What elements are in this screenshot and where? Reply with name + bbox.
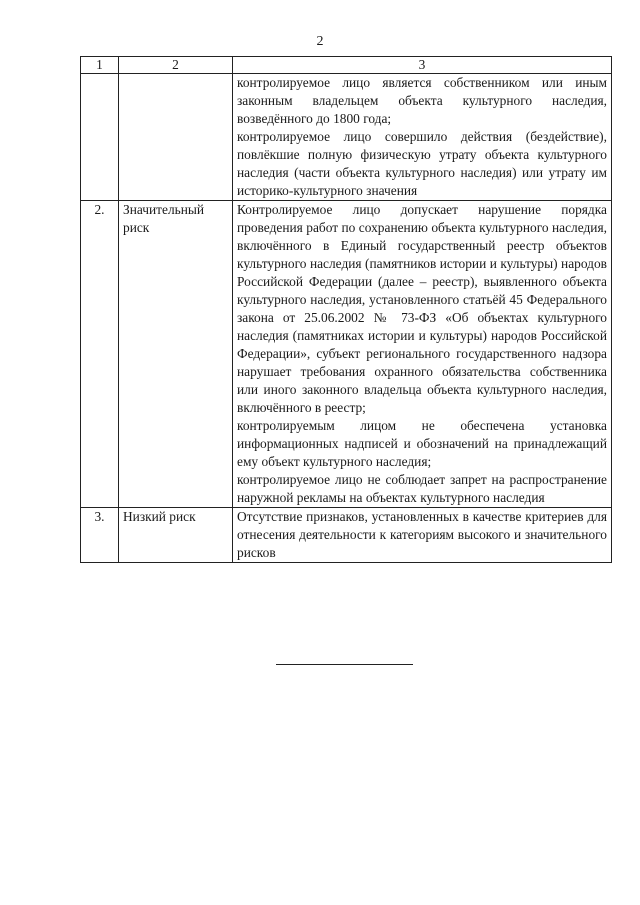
row-number-cell: 3. — [81, 508, 119, 563]
table-row-significant-risk — [81, 201, 612, 508]
criteria-cell — [233, 201, 612, 508]
table-row-continued — [81, 74, 612, 201]
risk-category-cell: Значительный риск — [119, 201, 233, 508]
page-number: 2 — [316, 34, 324, 49]
criteria-paragraph: контролируемым лицом не обеспечена установка информационных надписей и обозначений на принадлежащий ему объект культурного наследия; — [237, 418, 607, 469]
closing-divider-line — [276, 664, 413, 665]
table-row-low-risk — [81, 508, 612, 563]
risk-category-table — [80, 56, 612, 563]
criteria-cell — [233, 74, 612, 201]
risk-category-cell — [119, 74, 233, 201]
criteria-paragraph: контролируемое лицо совершило действия (бездействие), повлёкшие полную физическую утрату объекта культурного наследия (части объекта культурного наследия) или утрату им историко-культурного значения — [237, 129, 607, 198]
criteria-paragraph: контролируемое лицо не соблюдает запрет на распространение наружной рекламы на объектах культурного наследия — [237, 472, 607, 505]
table-header-row — [81, 57, 612, 74]
criteria-paragraph: Контролируемое лицо допускает нарушение порядка проведения работ по сохранению объекта культурного наследия, включённого в Единый государственный реестр объектов культурного наследия (памятников истории и культуры) народов Российской Федерации (далее – реестр), выявленного объекта культурного наследия, установленного статьёй 45 Федерального закона от 25.06.2002 № 73-ФЗ «Об объектах культурного наследия (памятниках истории и культуры) народов Российской Федерации», субъект регионального государственного надзора нарушает требования охранного обязательства собственника или иного законного владельца объекта культурного наследия, включённого в реестр; — [237, 202, 607, 415]
risk-category-cell: Низкий риск — [119, 508, 233, 563]
row-number-cell: 2. — [81, 201, 119, 508]
column-header-1: 1 — [81, 57, 119, 74]
row-number-cell — [81, 74, 119, 201]
column-header-2: 2 — [119, 57, 233, 74]
criteria-cell — [233, 508, 612, 563]
criteria-paragraph: контролируемое лицо является собственником или иным законным владельцем объекта культурного наследия, возведённого до 1800 года; — [237, 75, 607, 126]
criteria-paragraph: Отсутствие признаков, установленных в качестве критериев для отнесения деятельности к категориям высокого и значительного рисков — [237, 509, 607, 560]
column-header-3: 3 — [233, 57, 612, 74]
